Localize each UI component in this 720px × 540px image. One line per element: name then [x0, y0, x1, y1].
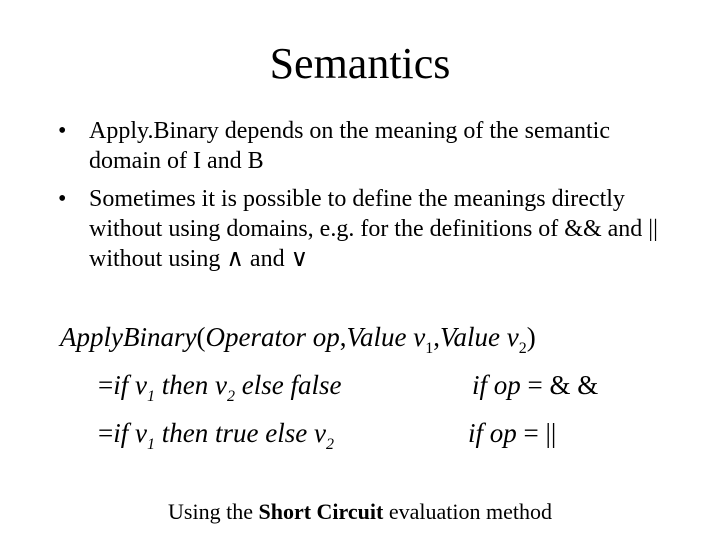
- condition-and: [472, 370, 598, 401]
- bullet-text: Sometimes it is possible to define the meanings directly without using domains, e.g. for the definitions of && and || without using ∧ and ∨: [89, 186, 658, 272]
- equals-sign: =: [516, 418, 546, 448]
- equals-sign: =: [98, 370, 114, 400]
- condition-or: [468, 418, 556, 449]
- bullet-item: [58, 184, 678, 274]
- case-text: if v: [113, 418, 147, 448]
- formula-case-or: [98, 418, 334, 454]
- subscript: 2: [325, 436, 334, 453]
- param-value-1: Value v: [346, 322, 426, 352]
- case-text: else false: [234, 370, 342, 400]
- comma: ,: [433, 322, 440, 352]
- close-paren: ): [526, 322, 536, 352]
- caption-text: evaluation method: [383, 499, 552, 524]
- condition-text: if op: [472, 370, 521, 400]
- equals-sign: =: [98, 418, 114, 448]
- subscript: 1: [146, 388, 155, 405]
- case-text: then true else v: [154, 418, 326, 448]
- case-text: if v: [113, 370, 147, 400]
- case-text: then v: [154, 370, 227, 400]
- subscript: 2: [518, 340, 527, 357]
- subscript: 2: [226, 388, 235, 405]
- slide-title: Semantics: [269, 39, 451, 88]
- caption: [0, 498, 720, 526]
- formula-signature: [60, 322, 536, 358]
- open-paren: (: [196, 322, 206, 352]
- caption-text: Using the: [168, 499, 259, 524]
- param-operator: Operator op: [205, 322, 340, 352]
- bullet-marker: •: [58, 118, 67, 144]
- equals-sign: =: [520, 370, 550, 400]
- operator-or: ||: [545, 418, 557, 448]
- subscript: 1: [146, 436, 155, 453]
- function-name: ApplyBinary: [60, 322, 197, 352]
- subscript: 1: [425, 340, 434, 357]
- operator-and: & &: [549, 370, 599, 400]
- bullet-text: Apply.Binary depends on the meaning of the semantic domain of I and B: [89, 118, 610, 174]
- condition-text: if op: [468, 418, 517, 448]
- bullet-marker: •: [58, 186, 67, 212]
- bullet-list: [58, 116, 678, 282]
- param-value-2: Value v: [439, 322, 519, 352]
- comma: ,: [339, 322, 347, 352]
- bullet-item: [58, 116, 678, 176]
- caption-emphasis: Short Circuit: [258, 499, 384, 524]
- formula-case-and: [98, 370, 341, 406]
